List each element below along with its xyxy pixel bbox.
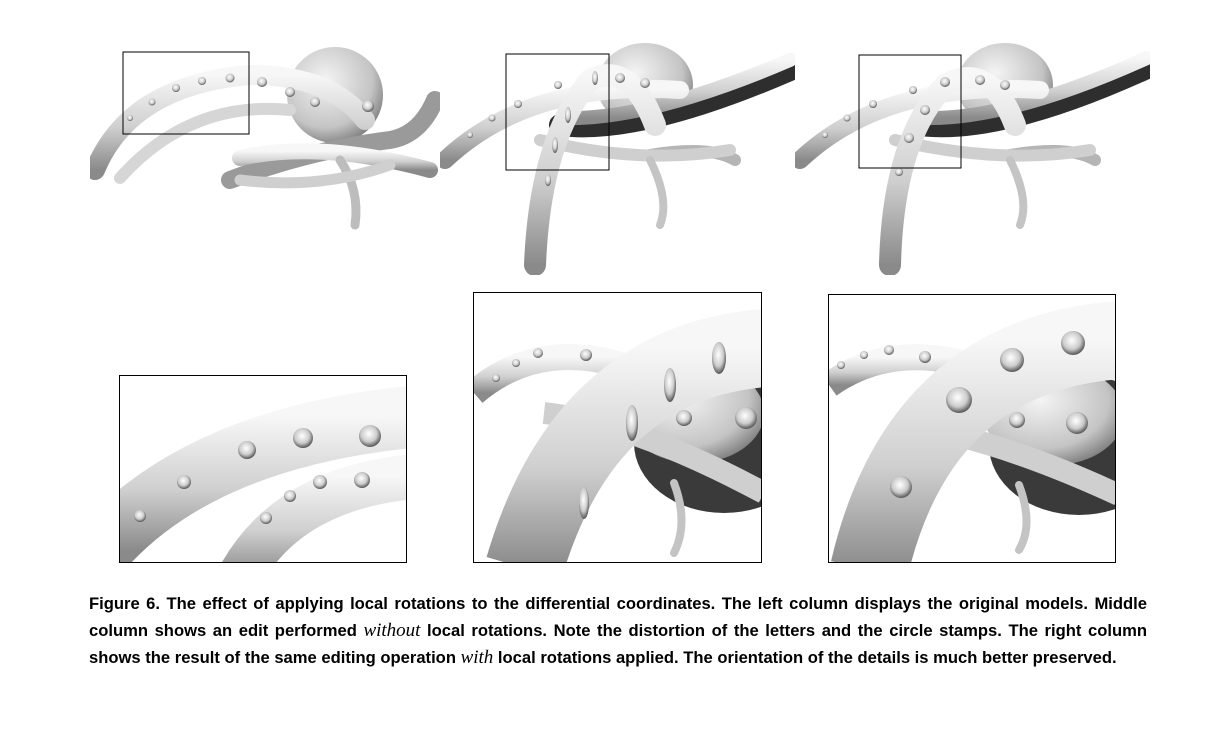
zoom-with-rotations-render: [829, 295, 1116, 563]
zoom-without-rotations-render: [474, 293, 762, 563]
zoom-original-render: [120, 376, 407, 563]
caption-text-3: local rotations applied. The orientation of the details is much better preserved.: [493, 648, 1117, 667]
zoom-original-detail: [119, 375, 407, 563]
caption-italic-with: with: [460, 647, 494, 668]
caption-text-2: local rotations. Note the distortion of the letters and the circle stamps. The right column shows the result of the same editing operation: [89, 621, 1147, 667]
zoom-with-rotations-detail: [828, 294, 1116, 563]
octopus-with-rotations-render: [795, 40, 1150, 275]
zoom-without-rotations-detail: [473, 292, 762, 563]
octopus-with-rotations-panel: [795, 40, 1150, 275]
caption-text-1: Figure 6. The effect of applying local rotations to the differential coordinates. The left column displays the original models. Middle column shows an edit performed: [89, 594, 1147, 640]
figure-caption: [89, 590, 1147, 671]
octopus-without-rotations-panel: [440, 40, 795, 275]
octopus-without-rotations-render: [440, 40, 795, 275]
caption-italic-without: without: [363, 620, 421, 641]
octopus-original-render: [90, 40, 440, 240]
octopus-original-panel: [90, 40, 440, 240]
